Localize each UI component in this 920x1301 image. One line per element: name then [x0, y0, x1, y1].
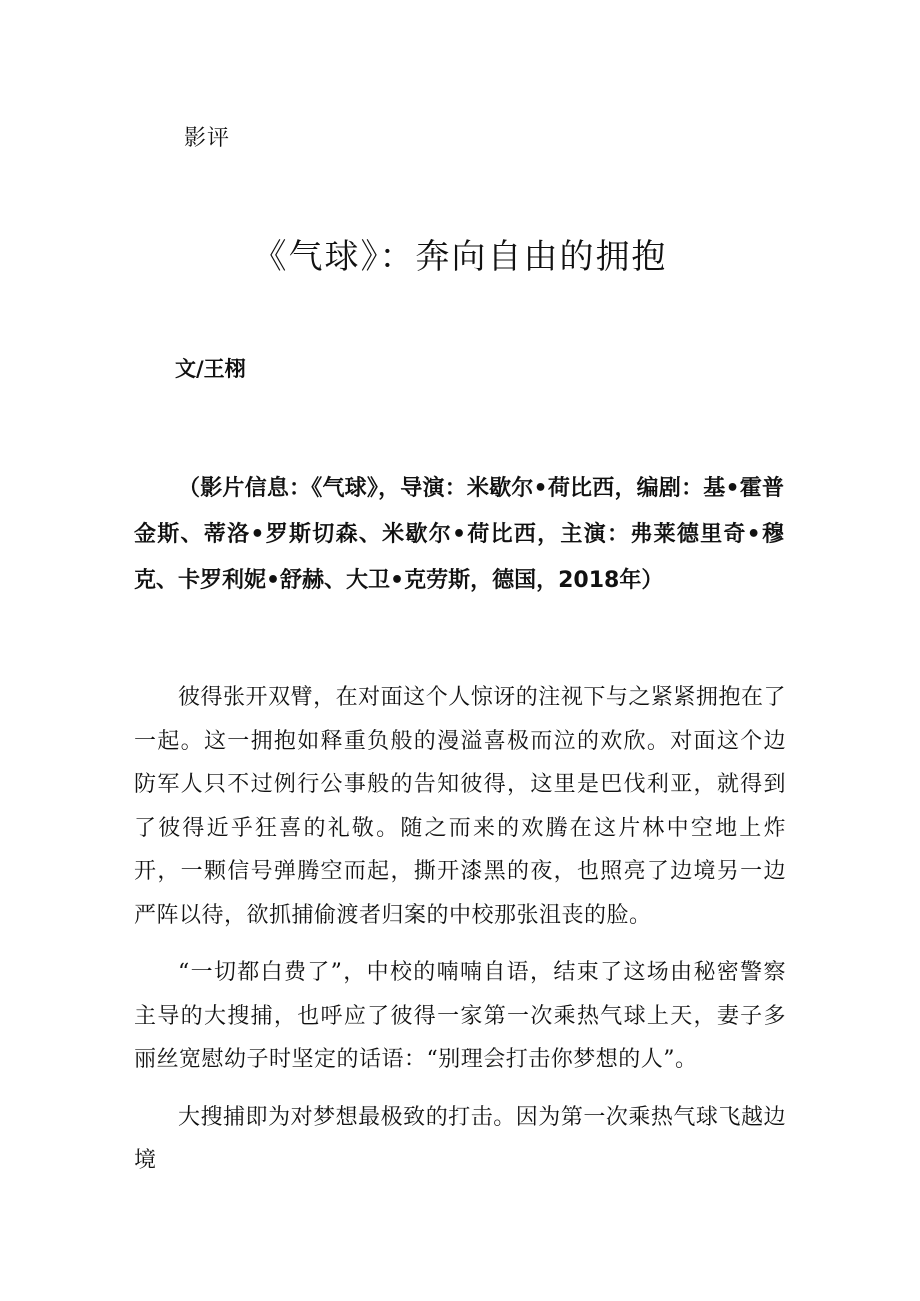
article-body	[134, 676, 786, 1197]
category-label: 影评	[184, 126, 231, 151]
author-byline: 文/王栩	[175, 357, 246, 381]
body-paragraph: “一切都白费了”，中校的喃喃自语，结束了这场由秘密警察主导的大搜捕，也呼应了彼得一家第一次乘热气球上天，妻子多丽丝宽慰幼子时坚定的话语：“别理会打击你梦想的人”。	[134, 960, 786, 1072]
article-title: 《气球》：奔向自由的拥抱	[252, 237, 668, 277]
film-info: （影片信息：《气球》，导演：米歇尔•荷比西，编剧：基•霍普金斯、蒂洛•罗斯切森、米歇尔•荷比西，主演：弗莱德里奇•穆克、卡罗利妮•舒赫、大卫•克劳斯，德国，2018年）	[134, 476, 784, 593]
body-paragraph: 大搜捕即为对梦想最极致的打击。因为第一次乘热气球飞越边境	[134, 1104, 786, 1173]
body-paragraph: 彼得张开双臂，在对面这个人惊讶的注视下与之紧紧拥抱在了一起。这一拥抱如释重负般的漫溢喜极而泣的欢欣。对面这个边防军人只不过例行公事般的告知彼得，这里是巴伐利亚，就得到了彼得近乎狂喜的礼敬。随之而来的欢腾在这片林中空地上炸开，一颗信号弹腾空而起，撕开漆黑的夜，也照亮了边境另一边严阵以待，欲抓捕偷渡者归案的中校那张沮丧的脸。	[134, 685, 786, 928]
